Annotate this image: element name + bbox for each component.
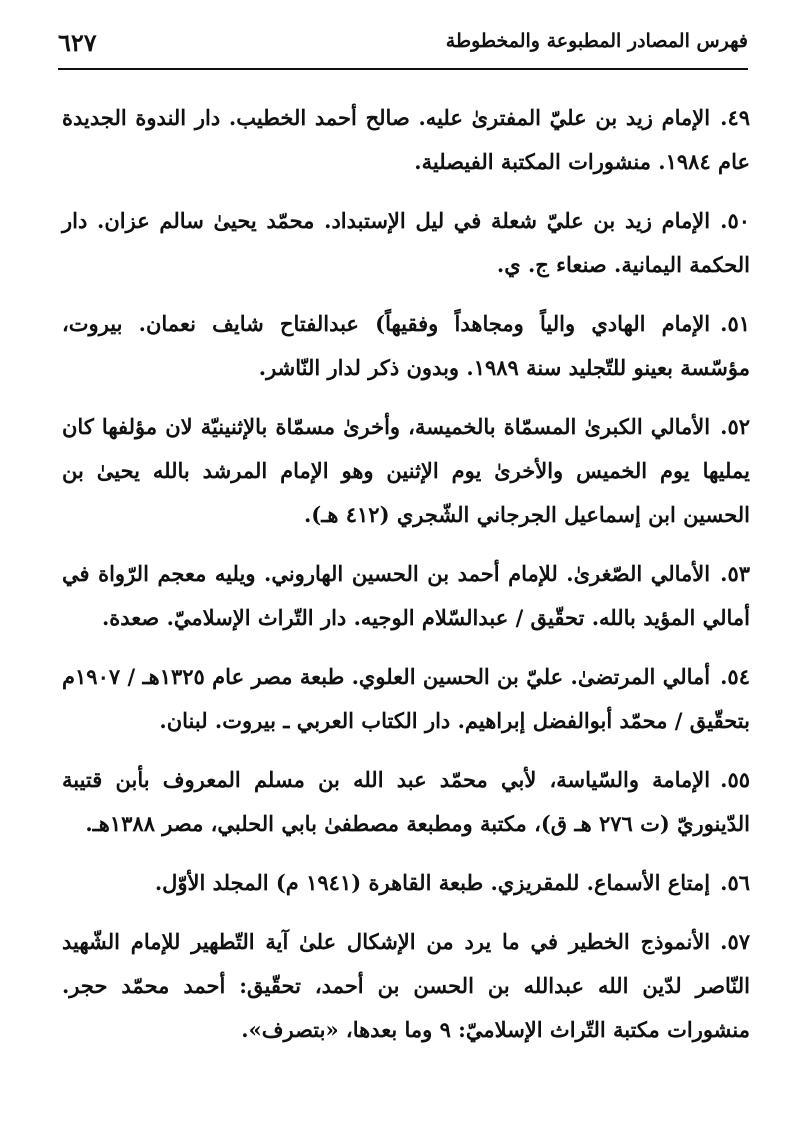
entry-text: الإمامة والسّياسة، لأبي محمّد عبد الله بن مسلم المعروف بأبن قتيبة الدّينوريّ (ت ٢٧٦ هـ ق)، مكتبة ومطبعة مصطفىٰ بابي الحلبي، مصر ١٣٨٨هـ.	[62, 767, 750, 836]
entry-text: الإمام الهادي والياً ومجاهداً وفقيهاً) عبدالفتاح شايف نعمان. بيروت، مؤسّسة بعينو للتّجليد سنة ١٩٨٩. وبدون ذكر لدار النّاشر.	[62, 311, 750, 380]
running-title: فهرس المصادر المطبوعة والمخطوطة	[445, 30, 748, 52]
bibliography-entry	[62, 96, 750, 184]
entry-number: ٥٠.	[720, 208, 750, 233]
bibliography-entry	[62, 302, 750, 390]
entry-text: إمتاع الأسماع. للمقريزي. طبعة القاهرة (١٩٤١ م) المجلد الأوّل.	[154, 870, 711, 895]
entry-number: ٥٧.	[720, 929, 750, 954]
entry-text: الإمام زيد بن عليّ المفترىٰ عليه. صالح أحمد الخطيب. دار الندوة الجديدة عام ١٩٨٤. منشورات المكتبة الفيصلية.	[62, 105, 750, 174]
bibliography-entry	[62, 758, 750, 846]
bibliography-entry	[62, 655, 750, 743]
entry-number: ٥٦.	[720, 870, 750, 895]
entry-number: ٥٥.	[720, 767, 750, 792]
entry-text: الأمالي الكبرىٰ المسمّاة بالخميسة، وأخرىٰ مسمّاة بالإثنينيّة لان مؤلفها كان يمليها يوم الخميس والأخرىٰ يوم الإثنين وهو الإمام المرشد بالله يحيىٰ بن الحسين ابن إسماعيل الجرجاني الشّجري (٤١٢ هـ).	[62, 414, 750, 527]
entry-text: الإمام زيد بن عليّ شعلة في ليل الإستبداد. محمّد يحيىٰ سالم عزان. دار الحكمة اليمانية. صنعاء ج. ي.	[62, 208, 750, 277]
bibliography-entry	[62, 199, 750, 287]
bibliography-entry	[62, 405, 750, 537]
bibliography-entry	[62, 552, 750, 640]
bibliography-list	[62, 96, 750, 1067]
entry-text: الأنموذج الخطير في ما يرد من الإشكال علىٰ آية التّطهير للإمام الشّهيد النّاصر لدّين الله عبدالله بن الحسن بن أحمد، تحقّيق: أحمد محمّد حجر. منشورات مكتبة التّراث الإسلاميّ: ٩ وما بعدها، «بتصرف».	[62, 929, 750, 1042]
bibliography-entry	[62, 920, 750, 1052]
header-rule	[58, 68, 748, 70]
entry-text: الأمالي الصّغرىٰ. للإمام أحمد بن الحسين الهاروني. ويليه معجم الرّواة في أمالي المؤيد بالله. تحقّيق / عبدالسّلام الوجيه. دار التّراث الإسلاميّ. صعدة.	[62, 561, 750, 630]
entry-number: ٥٢.	[720, 414, 750, 439]
entry-number: ٤٩.	[720, 105, 750, 130]
bibliography-entry	[62, 861, 750, 905]
page-number: ٦٢٧	[58, 28, 97, 57]
entry-text: أمالي المرتضىٰ. عليّ بن الحسين العلوي. طبعة مصر عام ١٣٢٥هـ / ١٩٠٧م بتحقّيق / محمّد أبوالفضل إبراهيم. دار الكتاب العربي ـ بيروت. لبنان.	[62, 664, 750, 733]
entry-number: ٥١.	[720, 311, 750, 336]
entry-number: ٥٣.	[720, 561, 750, 586]
entry-number: ٥٤.	[720, 664, 750, 689]
page-header	[58, 28, 748, 76]
